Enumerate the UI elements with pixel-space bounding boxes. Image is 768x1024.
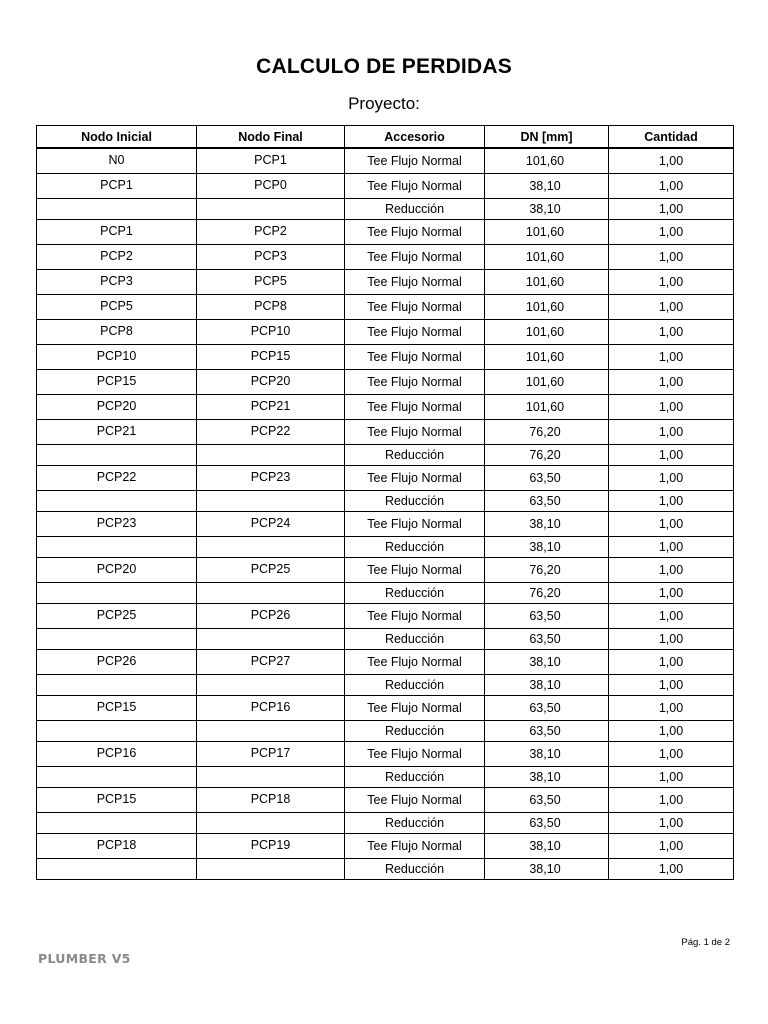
cell-cantidad: 1,00: [609, 269, 734, 294]
cell-accesorio: Tee Flujo Normal: [345, 419, 485, 444]
table-row: [37, 148, 734, 173]
cell-nodo-inicial: PCP3: [37, 269, 197, 294]
cell-accesorio: Tee Flujo Normal: [345, 603, 485, 628]
cell-dn: 101,60: [485, 344, 609, 369]
cell-accesorio: Tee Flujo Normal: [345, 833, 485, 858]
cell-accesorio: Tee Flujo Normal: [345, 294, 485, 319]
cell-nodo-inicial: PCP5: [37, 294, 197, 319]
table-row: [37, 173, 734, 198]
cell-cantidad: 1,00: [609, 787, 734, 812]
table-row: [37, 628, 734, 649]
losses-table: [36, 125, 734, 880]
table-row: [37, 219, 734, 244]
brand-label: PLUMBER V5: [38, 951, 131, 966]
table-row: [37, 674, 734, 695]
cell-nodo-inicial: PCP26: [37, 649, 197, 674]
cell-nodo-final: PCP1: [197, 148, 345, 173]
cell-nodo-final: PCP20: [197, 369, 345, 394]
cell-nodo-final: [197, 812, 345, 833]
cell-cantidad: 1,00: [609, 603, 734, 628]
cell-cantidad: 1,00: [609, 444, 734, 465]
table-body: [37, 148, 734, 879]
cell-nodo-final: PCP24: [197, 511, 345, 536]
header-accesorio: Accesorio: [345, 126, 485, 149]
cell-cantidad: 1,00: [609, 244, 734, 269]
cell-nodo-final: PCP22: [197, 419, 345, 444]
cell-cantidad: 1,00: [609, 695, 734, 720]
cell-nodo-inicial: PCP1: [37, 173, 197, 198]
table-row: [37, 511, 734, 536]
table-row: [37, 269, 734, 294]
cell-accesorio: Reducción: [345, 674, 485, 695]
cell-dn: 38,10: [485, 173, 609, 198]
table-row: [37, 198, 734, 219]
cell-dn: 38,10: [485, 649, 609, 674]
cell-nodo-inicial: [37, 628, 197, 649]
cell-cantidad: 1,00: [609, 649, 734, 674]
cell-dn: 76,20: [485, 582, 609, 603]
cell-dn: 101,60: [485, 294, 609, 319]
cell-accesorio: Tee Flujo Normal: [345, 319, 485, 344]
cell-dn: 38,10: [485, 511, 609, 536]
cell-dn: 76,20: [485, 444, 609, 465]
cell-accesorio: Reducción: [345, 582, 485, 603]
table-row: [37, 319, 734, 344]
table-row: [37, 787, 734, 812]
cell-dn: 76,20: [485, 419, 609, 444]
cell-cantidad: 1,00: [609, 198, 734, 219]
table-row: [37, 419, 734, 444]
cell-cantidad: 1,00: [609, 465, 734, 490]
cell-nodo-final: [197, 766, 345, 787]
cell-dn: 101,60: [485, 219, 609, 244]
cell-nodo-final: PCP18: [197, 787, 345, 812]
header-cantidad: Cantidad: [609, 126, 734, 149]
cell-dn: 63,50: [485, 695, 609, 720]
cell-nodo-inicial: N0: [37, 148, 197, 173]
table-row: [37, 812, 734, 833]
cell-dn: 38,10: [485, 833, 609, 858]
table-row: [37, 294, 734, 319]
table-row: [37, 603, 734, 628]
cell-cantidad: 1,00: [609, 344, 734, 369]
cell-accesorio: Reducción: [345, 720, 485, 741]
cell-nodo-final: PCP10: [197, 319, 345, 344]
cell-cantidad: 1,00: [609, 557, 734, 582]
cell-dn: 63,50: [485, 720, 609, 741]
cell-accesorio: Tee Flujo Normal: [345, 219, 485, 244]
cell-accesorio: Tee Flujo Normal: [345, 787, 485, 812]
cell-accesorio: Reducción: [345, 766, 485, 787]
cell-nodo-inicial: [37, 766, 197, 787]
cell-nodo-inicial: PCP10: [37, 344, 197, 369]
cell-nodo-final: PCP21: [197, 394, 345, 419]
cell-nodo-final: [197, 628, 345, 649]
cell-dn: 38,10: [485, 674, 609, 695]
cell-accesorio: Tee Flujo Normal: [345, 173, 485, 198]
cell-cantidad: 1,00: [609, 369, 734, 394]
cell-cantidad: 1,00: [609, 720, 734, 741]
cell-accesorio: Reducción: [345, 536, 485, 557]
cell-cantidad: 1,00: [609, 490, 734, 511]
cell-nodo-inicial: PCP25: [37, 603, 197, 628]
page-number: Pág. 1 de 2: [681, 937, 730, 948]
cell-dn: 63,50: [485, 603, 609, 628]
table-row: [37, 244, 734, 269]
cell-cantidad: 1,00: [609, 148, 734, 173]
cell-cantidad: 1,00: [609, 219, 734, 244]
cell-cantidad: 1,00: [609, 674, 734, 695]
cell-accesorio: Tee Flujo Normal: [345, 465, 485, 490]
cell-dn: 38,10: [485, 536, 609, 557]
cell-cantidad: 1,00: [609, 582, 734, 603]
cell-dn: 38,10: [485, 741, 609, 766]
cell-accesorio: Tee Flujo Normal: [345, 394, 485, 419]
cell-nodo-inicial: PCP20: [37, 557, 197, 582]
cell-dn: 63,50: [485, 787, 609, 812]
cell-nodo-final: PCP5: [197, 269, 345, 294]
table-row: [37, 394, 734, 419]
cell-nodo-inicial: [37, 812, 197, 833]
table-row: [37, 720, 734, 741]
cell-dn: 63,50: [485, 490, 609, 511]
cell-nodo-final: PCP0: [197, 173, 345, 198]
cell-accesorio: Reducción: [345, 198, 485, 219]
cell-cantidad: 1,00: [609, 394, 734, 419]
table-row: [37, 833, 734, 858]
cell-cantidad: 1,00: [609, 294, 734, 319]
cell-nodo-final: PCP3: [197, 244, 345, 269]
table-row: [37, 344, 734, 369]
cell-nodo-inicial: PCP15: [37, 369, 197, 394]
cell-dn: 38,10: [485, 198, 609, 219]
cell-nodo-inicial: PCP20: [37, 394, 197, 419]
cell-nodo-final: PCP8: [197, 294, 345, 319]
cell-nodo-inicial: PCP15: [37, 787, 197, 812]
cell-nodo-final: [197, 444, 345, 465]
cell-dn: 63,50: [485, 628, 609, 649]
table-row: [37, 557, 734, 582]
cell-nodo-final: [197, 858, 345, 879]
cell-dn: 101,60: [485, 369, 609, 394]
cell-nodo-inicial: [37, 536, 197, 557]
cell-cantidad: 1,00: [609, 173, 734, 198]
cell-nodo-final: PCP26: [197, 603, 345, 628]
cell-nodo-final: PCP16: [197, 695, 345, 720]
cell-nodo-inicial: [37, 720, 197, 741]
cell-nodo-inicial: PCP18: [37, 833, 197, 858]
report-title: CALCULO DE PERDIDAS: [256, 55, 512, 78]
cell-nodo-inicial: [37, 674, 197, 695]
table-header-row: [37, 126, 734, 149]
table-row: [37, 465, 734, 490]
table-row: [37, 490, 734, 511]
cell-dn: 76,20: [485, 557, 609, 582]
cell-accesorio: Tee Flujo Normal: [345, 244, 485, 269]
cell-dn: 101,60: [485, 394, 609, 419]
cell-dn: 38,10: [485, 858, 609, 879]
cell-nodo-final: [197, 674, 345, 695]
cell-dn: 101,60: [485, 319, 609, 344]
cell-dn: 101,60: [485, 244, 609, 269]
cell-cantidad: 1,00: [609, 812, 734, 833]
table-row: [37, 536, 734, 557]
cell-dn: 63,50: [485, 465, 609, 490]
cell-nodo-final: [197, 490, 345, 511]
cell-nodo-final: PCP19: [197, 833, 345, 858]
table-row: [37, 582, 734, 603]
cell-accesorio: Reducción: [345, 490, 485, 511]
header-nodo-final: Nodo Final: [197, 126, 345, 149]
cell-accesorio: Reducción: [345, 812, 485, 833]
cell-accesorio: Reducción: [345, 444, 485, 465]
cell-cantidad: 1,00: [609, 419, 734, 444]
cell-nodo-final: PCP23: [197, 465, 345, 490]
project-label: Proyecto:: [348, 94, 420, 113]
cell-accesorio: Tee Flujo Normal: [345, 649, 485, 674]
cell-nodo-inicial: PCP22: [37, 465, 197, 490]
cell-nodo-inicial: [37, 858, 197, 879]
cell-dn: 101,60: [485, 148, 609, 173]
cell-cantidad: 1,00: [609, 536, 734, 557]
cell-cantidad: 1,00: [609, 628, 734, 649]
cell-cantidad: 1,00: [609, 833, 734, 858]
cell-cantidad: 1,00: [609, 766, 734, 787]
cell-nodo-inicial: [37, 444, 197, 465]
cell-dn: 101,60: [485, 269, 609, 294]
cell-nodo-inicial: [37, 490, 197, 511]
table-row: [37, 444, 734, 465]
cell-nodo-inicial: PCP21: [37, 419, 197, 444]
cell-nodo-inicial: PCP1: [37, 219, 197, 244]
cell-accesorio: Tee Flujo Normal: [345, 511, 485, 536]
cell-cantidad: 1,00: [609, 319, 734, 344]
table-row: [37, 649, 734, 674]
cell-nodo-final: [197, 536, 345, 557]
cell-nodo-final: PCP17: [197, 741, 345, 766]
cell-dn: 38,10: [485, 766, 609, 787]
table-row: [37, 766, 734, 787]
table-row: [37, 695, 734, 720]
cell-accesorio: Tee Flujo Normal: [345, 695, 485, 720]
cell-nodo-inicial: [37, 198, 197, 219]
cell-nodo-inicial: PCP23: [37, 511, 197, 536]
header-dn: DN [mm]: [485, 126, 609, 149]
cell-accesorio: Reducción: [345, 858, 485, 879]
cell-nodo-final: PCP2: [197, 219, 345, 244]
cell-accesorio: Tee Flujo Normal: [345, 369, 485, 394]
cell-nodo-final: [197, 198, 345, 219]
cell-nodo-final: PCP15: [197, 344, 345, 369]
cell-nodo-inicial: PCP8: [37, 319, 197, 344]
cell-dn: 63,50: [485, 812, 609, 833]
cell-accesorio: Tee Flujo Normal: [345, 557, 485, 582]
cell-nodo-inicial: [37, 582, 197, 603]
cell-accesorio: Tee Flujo Normal: [345, 148, 485, 173]
cell-nodo-inicial: PCP15: [37, 695, 197, 720]
header-nodo-inicial: Nodo Inicial: [37, 126, 197, 149]
table-row: [37, 741, 734, 766]
cell-accesorio: Tee Flujo Normal: [345, 741, 485, 766]
cell-accesorio: Tee Flujo Normal: [345, 344, 485, 369]
cell-nodo-final: PCP27: [197, 649, 345, 674]
cell-nodo-final: [197, 720, 345, 741]
cell-nodo-final: PCP25: [197, 557, 345, 582]
cell-nodo-final: [197, 582, 345, 603]
cell-accesorio: Reducción: [345, 628, 485, 649]
cell-nodo-inicial: PCP16: [37, 741, 197, 766]
table-row: [37, 369, 734, 394]
cell-cantidad: 1,00: [609, 741, 734, 766]
cell-accesorio: Tee Flujo Normal: [345, 269, 485, 294]
cell-cantidad: 1,00: [609, 511, 734, 536]
cell-cantidad: 1,00: [609, 858, 734, 879]
table-row: [37, 858, 734, 879]
cell-nodo-inicial: PCP2: [37, 244, 197, 269]
